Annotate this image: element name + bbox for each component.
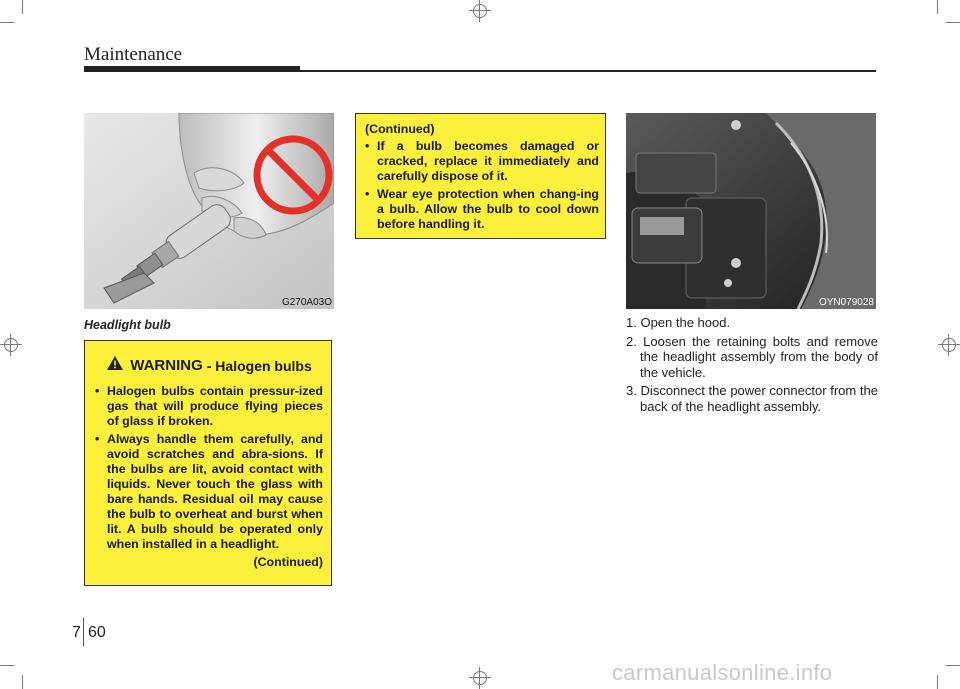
warning-triangle-icon [106, 355, 124, 376]
figure-caption: Headlight bulb [84, 318, 171, 332]
continued-label: (Continued) [253, 555, 323, 569]
list-item: • Halogen bulbs contain pressur-ized gas that will produce flying pieces of glass if broken. [95, 384, 323, 429]
list-item: • Wear eye protection when chang-ing a bulb. Allow the bulb to cool down before handling it. [365, 187, 599, 232]
warning-subtitle: - Halogen bulbs [206, 357, 312, 374]
watermark: carmanualsonline.info [612, 660, 833, 685]
crop-mark [22, 0, 23, 14]
page-number: 60 [88, 624, 106, 641]
hand-holding-bulb-illustration [84, 113, 334, 309]
engine-bay-illustration [626, 113, 876, 309]
continued-list [365, 139, 599, 232]
crop-mark [946, 22, 960, 23]
figure-code: G270A03O [281, 297, 332, 308]
warning-header [95, 355, 323, 376]
engine-bay-photo [626, 113, 876, 309]
warning-list [95, 384, 323, 552]
crop-mark [937, 675, 938, 689]
headlight-bulb-photo [84, 113, 334, 309]
header-bar [84, 66, 300, 72]
warning-title: WARNING [130, 357, 203, 374]
registration-mark [469, 667, 491, 689]
instruction-steps [626, 315, 878, 417]
crop-mark [0, 22, 14, 23]
crop-mark [937, 0, 938, 14]
chapter-number: 7 [72, 624, 81, 641]
crop-mark [0, 665, 14, 666]
registration-mark [469, 0, 491, 22]
page-number-divider [83, 618, 84, 646]
registration-mark [0, 334, 22, 356]
section-title: Maintenance [84, 44, 183, 65]
figure-code: OYN079028 [818, 297, 874, 308]
registration-mark [938, 334, 960, 356]
step-item: 2. Loosen the retaining bolts and remove the headlight assembly from the body of the vehicle. [626, 333, 878, 380]
continued-warning-box [355, 113, 606, 239]
step-item: 3. Disconnect the power connector from the back of the headlight assembly. [626, 383, 878, 414]
step-item: 1. Open the hood. [626, 315, 731, 330]
warning-box [84, 340, 332, 586]
list-item: • If a bulb becomes damaged or cracked, replace it immediately and carefully dispose of it. [365, 139, 599, 184]
crop-mark [22, 675, 23, 689]
header-rule [300, 70, 876, 72]
crop-mark [946, 665, 960, 666]
list-item: • Always handle them carefully, and avoid scratches and abra-sions. If the bulbs are lit, avoid contact with liquids. Never touch the glass with bare hands. Residual oil may cause the bulb to overheat and burst when lit. A bulb should be operated only when installed in a headlight. [95, 432, 323, 552]
continued-heading: (Continued) [365, 122, 435, 136]
